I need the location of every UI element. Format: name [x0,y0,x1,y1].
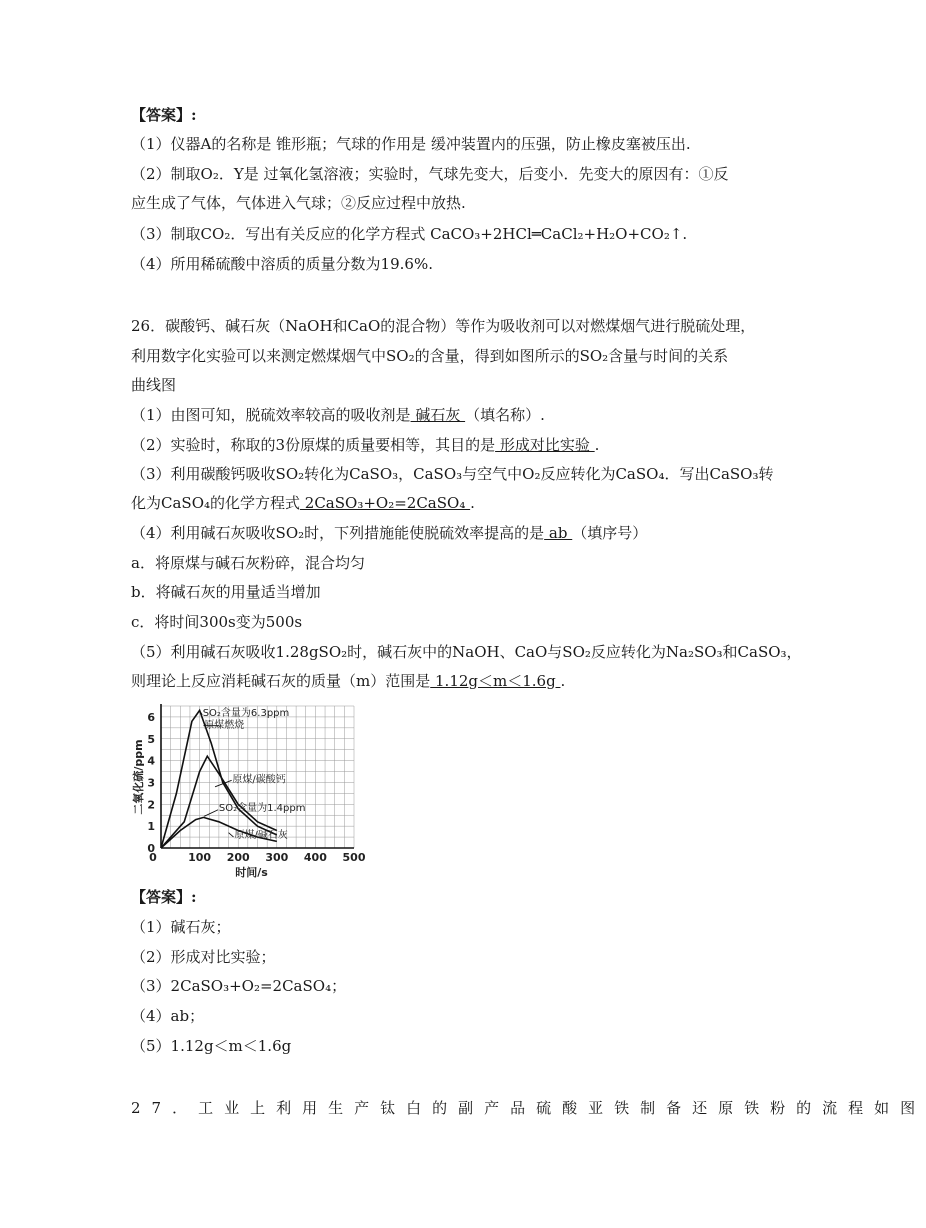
x-axis-label: 时间/s [235,866,268,879]
x-tick-label: 500 [342,851,366,864]
answer-item-1: （1）碱石灰； [131,918,231,936]
option-a: a．将原煤与碱石灰粉碎，混合均匀 [131,554,365,572]
so2-time-chart [131,700,366,882]
q26-part-1: （1）由图可知，脱硫效率较高的吸收剂是 碱石灰 （填名称）. [131,406,545,424]
answer-blank: 1.12g＜m＜1.6g [430,672,561,690]
x-tick-label: 200 [226,851,250,864]
option-c: c．将时间300s变为500s [131,613,303,631]
answer-line-3: 应生成了气体，气体进入气球；②反应过程中放热. [131,194,466,212]
annotation-label: SO₂含量为1.4ppm [218,802,306,814]
answer-blank: 2CaSO₃+O₂=2CaSO₄ [300,494,471,512]
answer-line-2: （2）制取O₂．Y是 过氧化氢溶液；实验时，气球先变大，后变小．先变大的原因有：①反 [131,165,729,183]
option-b: b．将碱石灰的用量适当增加 [131,583,321,601]
answer-heading: 【答案】: [131,106,197,124]
answer-blank: 碱石灰 [410,406,466,424]
annotation-label: 原煤/碳酸钙 [232,774,286,786]
answer-line-5: （4）所用稀硫酸中溶质的质量分数为19.6%. [131,255,433,273]
chart-svg [131,700,366,882]
answer-heading: 【答案】: [131,888,197,906]
y-tick-label: 0 [147,842,155,855]
answer-line-4: （3）制取CO₂．写出有关反应的化学方程式 CaCO₃+2HCl═CaCl₂+H₂O+CO₂↑. [131,225,688,243]
y-axis-label: 二氧化硫/ppm [132,739,145,815]
answer-line-1: （1）仪器A的名称是 锥形瓶；气球的作用是 缓冲装置内的压强，防止橡皮塞被压出. [131,135,691,153]
answer-item-3: （3）2CaSO₃+O₂=2CaSO₄； [131,977,347,995]
q26-stem-3: 曲线图 [131,376,177,394]
answer-blank: 形成对比实验 [495,436,595,454]
answer-item-5: （5）1.12g＜m＜1.6g [131,1037,292,1055]
q26-part-5-line-1: （5）利用碱石灰吸收1.28gSO₂时，碱石灰中的NaOH、CaO与SO₂反应转化为Na₂SO₃和CaSO₃， [131,643,802,661]
q26-part-4: （4）利用碱石灰吸收SO₂时，下列措施能使脱硫效率提高的是 ab （填序号） [131,524,648,542]
x-tick-label: 300 [265,851,289,864]
x-tick-label: 0 [149,851,157,864]
x-tick-label: 400 [303,851,327,864]
q26-part-5-line-2: 则理论上反应消耗碱石灰的质量（m）范围是 1.12g＜m＜1.6g . [131,672,566,690]
answer-blank: ab [544,524,573,542]
q27-stem: 27．工业上利用生产钛白的副产品硫酸亚铁制备还原铁粉的流程如图 [131,1099,926,1117]
q26-part-3-line-2: 化为CaSO₄的化学方程式 2CaSO₃+O₂=2CaSO₄ . [131,494,475,512]
y-tick-label: 1 [147,820,155,834]
y-tick-label: 6 [147,710,155,724]
q26-part-2: （2）实验时，称取的3份原煤的质量要相等，其目的是 形成对比实验 . [131,436,600,454]
annotation-label: 原煤/碱石灰 [234,830,288,842]
annotation-label: SO₂含量为6.3ppm [202,707,290,719]
y-tick-label: 3 [147,776,155,790]
y-tick-label: 4 [147,754,155,768]
x-tick-label: 100 [188,851,212,864]
annotation-label: 原煤燃烧 [204,719,245,731]
answer-item-2: （2）形成对比实验； [131,948,276,966]
y-tick-label: 2 [147,798,155,812]
annotation-leader [229,833,234,837]
y-tick-label: 5 [147,732,155,746]
q26-stem-1: 26．碳酸钙、碱石灰（NaOH和CaO的混合物）等作为吸收剂可以对燃煤烟气进行脱硫处理， [131,317,756,335]
answer-item-4: （4）ab； [131,1007,205,1025]
q26-part-3-line-1: （3）利用碳酸钙吸收SO₂转化为CaSO₃，CaSO₃与空气中O₂反应转化为CaSO₄．写出CaSO₃转 [131,465,774,483]
q26-stem-2: 利用数字化实验可以来测定燃煤烟气中SO₂的含量，得到如图所示的SO₂含量与时间的关系 [131,347,729,365]
